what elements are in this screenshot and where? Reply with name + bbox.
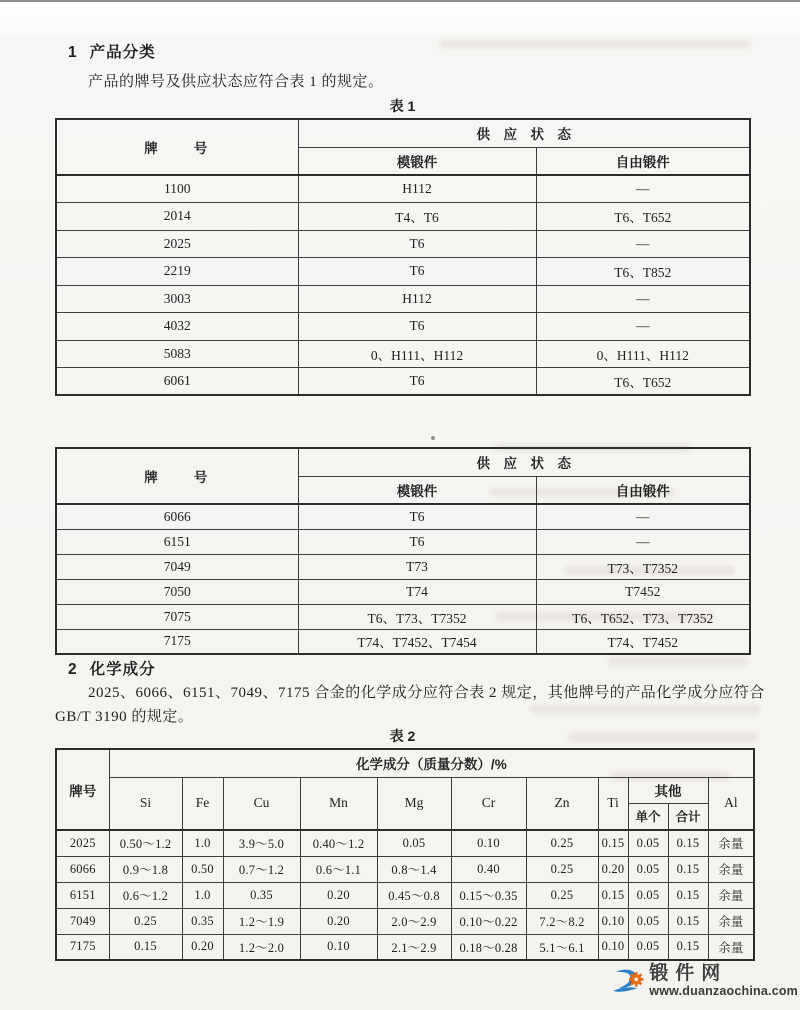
cell-al: 余量	[708, 882, 754, 908]
cell-cr: 0.18～0.28	[451, 934, 526, 960]
bleed-through	[440, 39, 750, 48]
cell-designation: 7175	[56, 934, 109, 960]
cell-free-temper: —	[536, 529, 750, 554]
cell-designation: 5083	[56, 340, 298, 368]
cell-designation: 7050	[56, 579, 298, 604]
col-header-supply-status: 供 应 状 态	[298, 448, 750, 476]
cell-mg: 2.0～2.9	[377, 908, 451, 934]
table-row	[56, 230, 750, 258]
col-header-die-forgings: 模锻件	[298, 147, 536, 175]
cell-other-single: 0.05	[628, 882, 668, 908]
section-2-number: 2	[68, 661, 78, 678]
cell-free-temper: T6、T652	[536, 368, 750, 396]
col-header-si: Si	[109, 777, 182, 830]
cell-designation: 6061	[56, 368, 298, 396]
bleed-through	[530, 705, 760, 714]
cell-zn: 7.2～8.2	[526, 908, 598, 934]
section-1-heading	[68, 40, 156, 62]
cell-free-temper: —	[536, 230, 750, 258]
cell-mg: 2.1～2.9	[377, 934, 451, 960]
cell-die-temper: T74	[298, 579, 536, 604]
cell-designation: 2014	[56, 203, 298, 231]
cell-other-total: 0.15	[668, 830, 708, 856]
cell-designation: 2025	[56, 830, 109, 856]
table-row	[56, 908, 754, 934]
cell-die-temper: T6	[298, 529, 536, 554]
cell-zn: 0.25	[526, 882, 598, 908]
cell-al: 余量	[708, 856, 754, 882]
cell-cu: 0.35	[223, 882, 300, 908]
cell-die-temper: T6	[298, 504, 536, 529]
cell-si: 0.9～1.8	[109, 856, 182, 882]
cell-other-single: 0.05	[628, 908, 668, 934]
cell-fe: 0.20	[182, 934, 223, 960]
watermark-logo	[612, 956, 798, 1006]
cell-cr: 0.40	[451, 856, 526, 882]
cell-cu: 3.9～5.0	[223, 830, 300, 856]
cell-free-temper: T7452	[536, 579, 750, 604]
section-2-title: 化学成分	[89, 661, 156, 678]
cell-designation: 2025	[56, 230, 298, 258]
col-header-designation: 牌 号	[56, 448, 298, 504]
col-header-cu: Cu	[223, 777, 300, 830]
cell-die-temper: T74、T7452、T7454	[298, 629, 536, 654]
cell-other-total: 0.15	[668, 934, 708, 960]
cell-free-temper: —	[536, 313, 750, 341]
cell-free-temper: 0、H111、H112	[536, 340, 750, 368]
table-row	[56, 175, 750, 203]
table-row	[56, 313, 750, 341]
cell-mg: 0.05	[377, 830, 451, 856]
cell-mn: 0.20	[300, 908, 377, 934]
col-header-free-forgings: 自由锻件	[536, 476, 750, 504]
cell-other-total: 0.15	[668, 882, 708, 908]
site-url: www.duanzaochina.com	[649, 983, 798, 998]
table-1-supply-status	[55, 118, 751, 396]
col-header-ti: Ti	[598, 777, 628, 830]
cell-die-temper: T6、T73、T7352	[298, 604, 536, 629]
cell-designation: 2219	[56, 258, 298, 286]
table-row	[56, 604, 750, 629]
table-2-caption: 表 2	[389, 728, 416, 744]
cell-mn: 0.20	[300, 882, 377, 908]
cell-designation: 7049	[56, 554, 298, 579]
cell-cu: 1.2～2.0	[223, 934, 300, 960]
cell-other-single: 0.05	[628, 856, 668, 882]
cell-cr: 0.15～0.35	[451, 882, 526, 908]
col-header-others-single: 单个	[628, 803, 668, 830]
cell-other-total: 0.15	[668, 908, 708, 934]
cell-ti: 0.20	[598, 856, 628, 882]
table-1-caption: 表 1	[389, 98, 416, 114]
cell-mn: 0.6～1.1	[300, 856, 377, 882]
cell-fe: 1.0	[182, 882, 223, 908]
section-1-title: 产品分类	[89, 44, 156, 61]
cell-other-single: 0.05	[628, 934, 668, 960]
table-row	[56, 258, 750, 286]
cell-zn: 5.1～6.1	[526, 934, 598, 960]
cell-designation: 7075	[56, 604, 298, 629]
table-row	[56, 285, 750, 313]
cell-other-single: 0.05	[628, 830, 668, 856]
cell-ti: 0.10	[598, 908, 628, 934]
table-row	[56, 368, 750, 396]
table-row	[56, 340, 750, 368]
section-1-number: 1	[68, 44, 78, 61]
col-header-designation: 牌 号	[56, 119, 298, 175]
cell-die-temper: T73	[298, 554, 536, 579]
bleed-through	[608, 657, 748, 666]
table-1-continued	[55, 447, 751, 655]
cell-free-temper: T74、T7452	[536, 629, 750, 654]
cell-die-temper: T6	[298, 230, 536, 258]
col-header-fe: Fe	[182, 777, 223, 830]
site-name: 锻件网	[649, 962, 728, 984]
table-row	[56, 579, 750, 604]
cell-al: 余量	[708, 934, 754, 960]
cell-die-temper: T4、T6	[298, 203, 536, 231]
table-row	[56, 554, 750, 579]
cell-free-temper: —	[536, 504, 750, 529]
col-header-composition: 化学成分（质量分数）/%	[109, 749, 754, 777]
col-header-free-forgings: 自由锻件	[536, 147, 750, 175]
table-row	[56, 882, 754, 908]
col-header-others: 其他	[628, 777, 708, 803]
col-header-die-forgings: 模锻件	[298, 476, 536, 504]
cell-mn: 0.40～1.2	[300, 830, 377, 856]
cell-mn: 0.10	[300, 934, 377, 960]
cell-mg: 0.45～0.8	[377, 882, 451, 908]
cell-die-temper: H112	[298, 285, 536, 313]
cell-fe: 0.35	[182, 908, 223, 934]
cell-zn: 0.25	[526, 856, 598, 882]
cell-fe: 0.50	[182, 856, 223, 882]
cell-designation: 3003	[56, 285, 298, 313]
col-header-supply-status: 供 应 状 态	[298, 119, 750, 147]
col-header-al: Al	[708, 777, 754, 830]
gear-icon	[629, 972, 643, 986]
cell-mg: 0.8～1.4	[377, 856, 451, 882]
cell-die-temper: T6	[298, 368, 536, 396]
cell-die-temper: H112	[298, 175, 536, 203]
table-row	[56, 629, 750, 654]
cell-fe: 1.0	[182, 830, 223, 856]
cell-free-temper: T6、T852	[536, 258, 750, 286]
cell-other-total: 0.15	[668, 856, 708, 882]
cell-designation: 6151	[56, 882, 109, 908]
cell-designation: 1100	[56, 175, 298, 203]
cell-si: 0.15	[109, 934, 182, 960]
cell-ti: 0.15	[598, 830, 628, 856]
table-row	[56, 830, 754, 856]
cell-free-temper: —	[536, 285, 750, 313]
intro-paragraph-2-line-1: 2025、6066、6151、7049、7175 合金的化学成分应符合表 2 规定，其他牌号的产品化学成分应符合	[88, 685, 765, 701]
table-row	[56, 529, 750, 554]
cell-designation: 4032	[56, 313, 298, 341]
intro-paragraph-2-line-2: GB/T 3190 的规定。	[55, 709, 194, 725]
cell-die-temper: T6	[298, 313, 536, 341]
cell-die-temper: T6	[298, 258, 536, 286]
forging-site-logo-icon	[612, 957, 647, 1005]
scan-speck	[431, 436, 435, 440]
scan-edge	[0, 0, 800, 2]
col-header-mg: Mg	[377, 777, 451, 830]
cell-zn: 0.25	[526, 830, 598, 856]
cell-al: 余量	[708, 830, 754, 856]
intro-paragraph-1: 产品的牌号及供应状态应符合表 1 的规定。	[88, 74, 384, 90]
col-header-cr: Cr	[451, 777, 526, 830]
section-2-heading	[68, 657, 156, 679]
cell-cr: 0.10～0.22	[451, 908, 526, 934]
cell-free-temper: T6、T652	[536, 203, 750, 231]
cell-free-temper: T6、T652、T73、T7352	[536, 604, 750, 629]
cell-designation: 7175	[56, 629, 298, 654]
cell-cu: 1.2～1.9	[223, 908, 300, 934]
col-header-designation: 牌号	[56, 749, 109, 830]
col-header-others-total: 合计	[668, 803, 708, 830]
cell-si: 0.50～1.2	[109, 830, 182, 856]
cell-cr: 0.10	[451, 830, 526, 856]
table-row	[56, 203, 750, 231]
table-2-chemical-composition	[55, 748, 755, 961]
cell-free-temper: T73、T7352	[536, 554, 750, 579]
cell-designation: 7049	[56, 908, 109, 934]
cell-cu: 0.7～1.2	[223, 856, 300, 882]
col-header-mn: Mn	[300, 777, 377, 830]
cell-free-temper: —	[536, 175, 750, 203]
table-row	[56, 504, 750, 529]
cell-designation: 6066	[56, 856, 109, 882]
cell-al: 余量	[708, 908, 754, 934]
cell-designation: 6151	[56, 529, 298, 554]
cell-si: 0.6～1.2	[109, 882, 182, 908]
col-header-zn: Zn	[526, 777, 598, 830]
cell-die-temper: 0、H111、H112	[298, 340, 536, 368]
cell-si: 0.25	[109, 908, 182, 934]
cell-ti: 0.10	[598, 934, 628, 960]
table-row	[56, 856, 754, 882]
cell-designation: 6066	[56, 504, 298, 529]
cell-ti: 0.15	[598, 882, 628, 908]
